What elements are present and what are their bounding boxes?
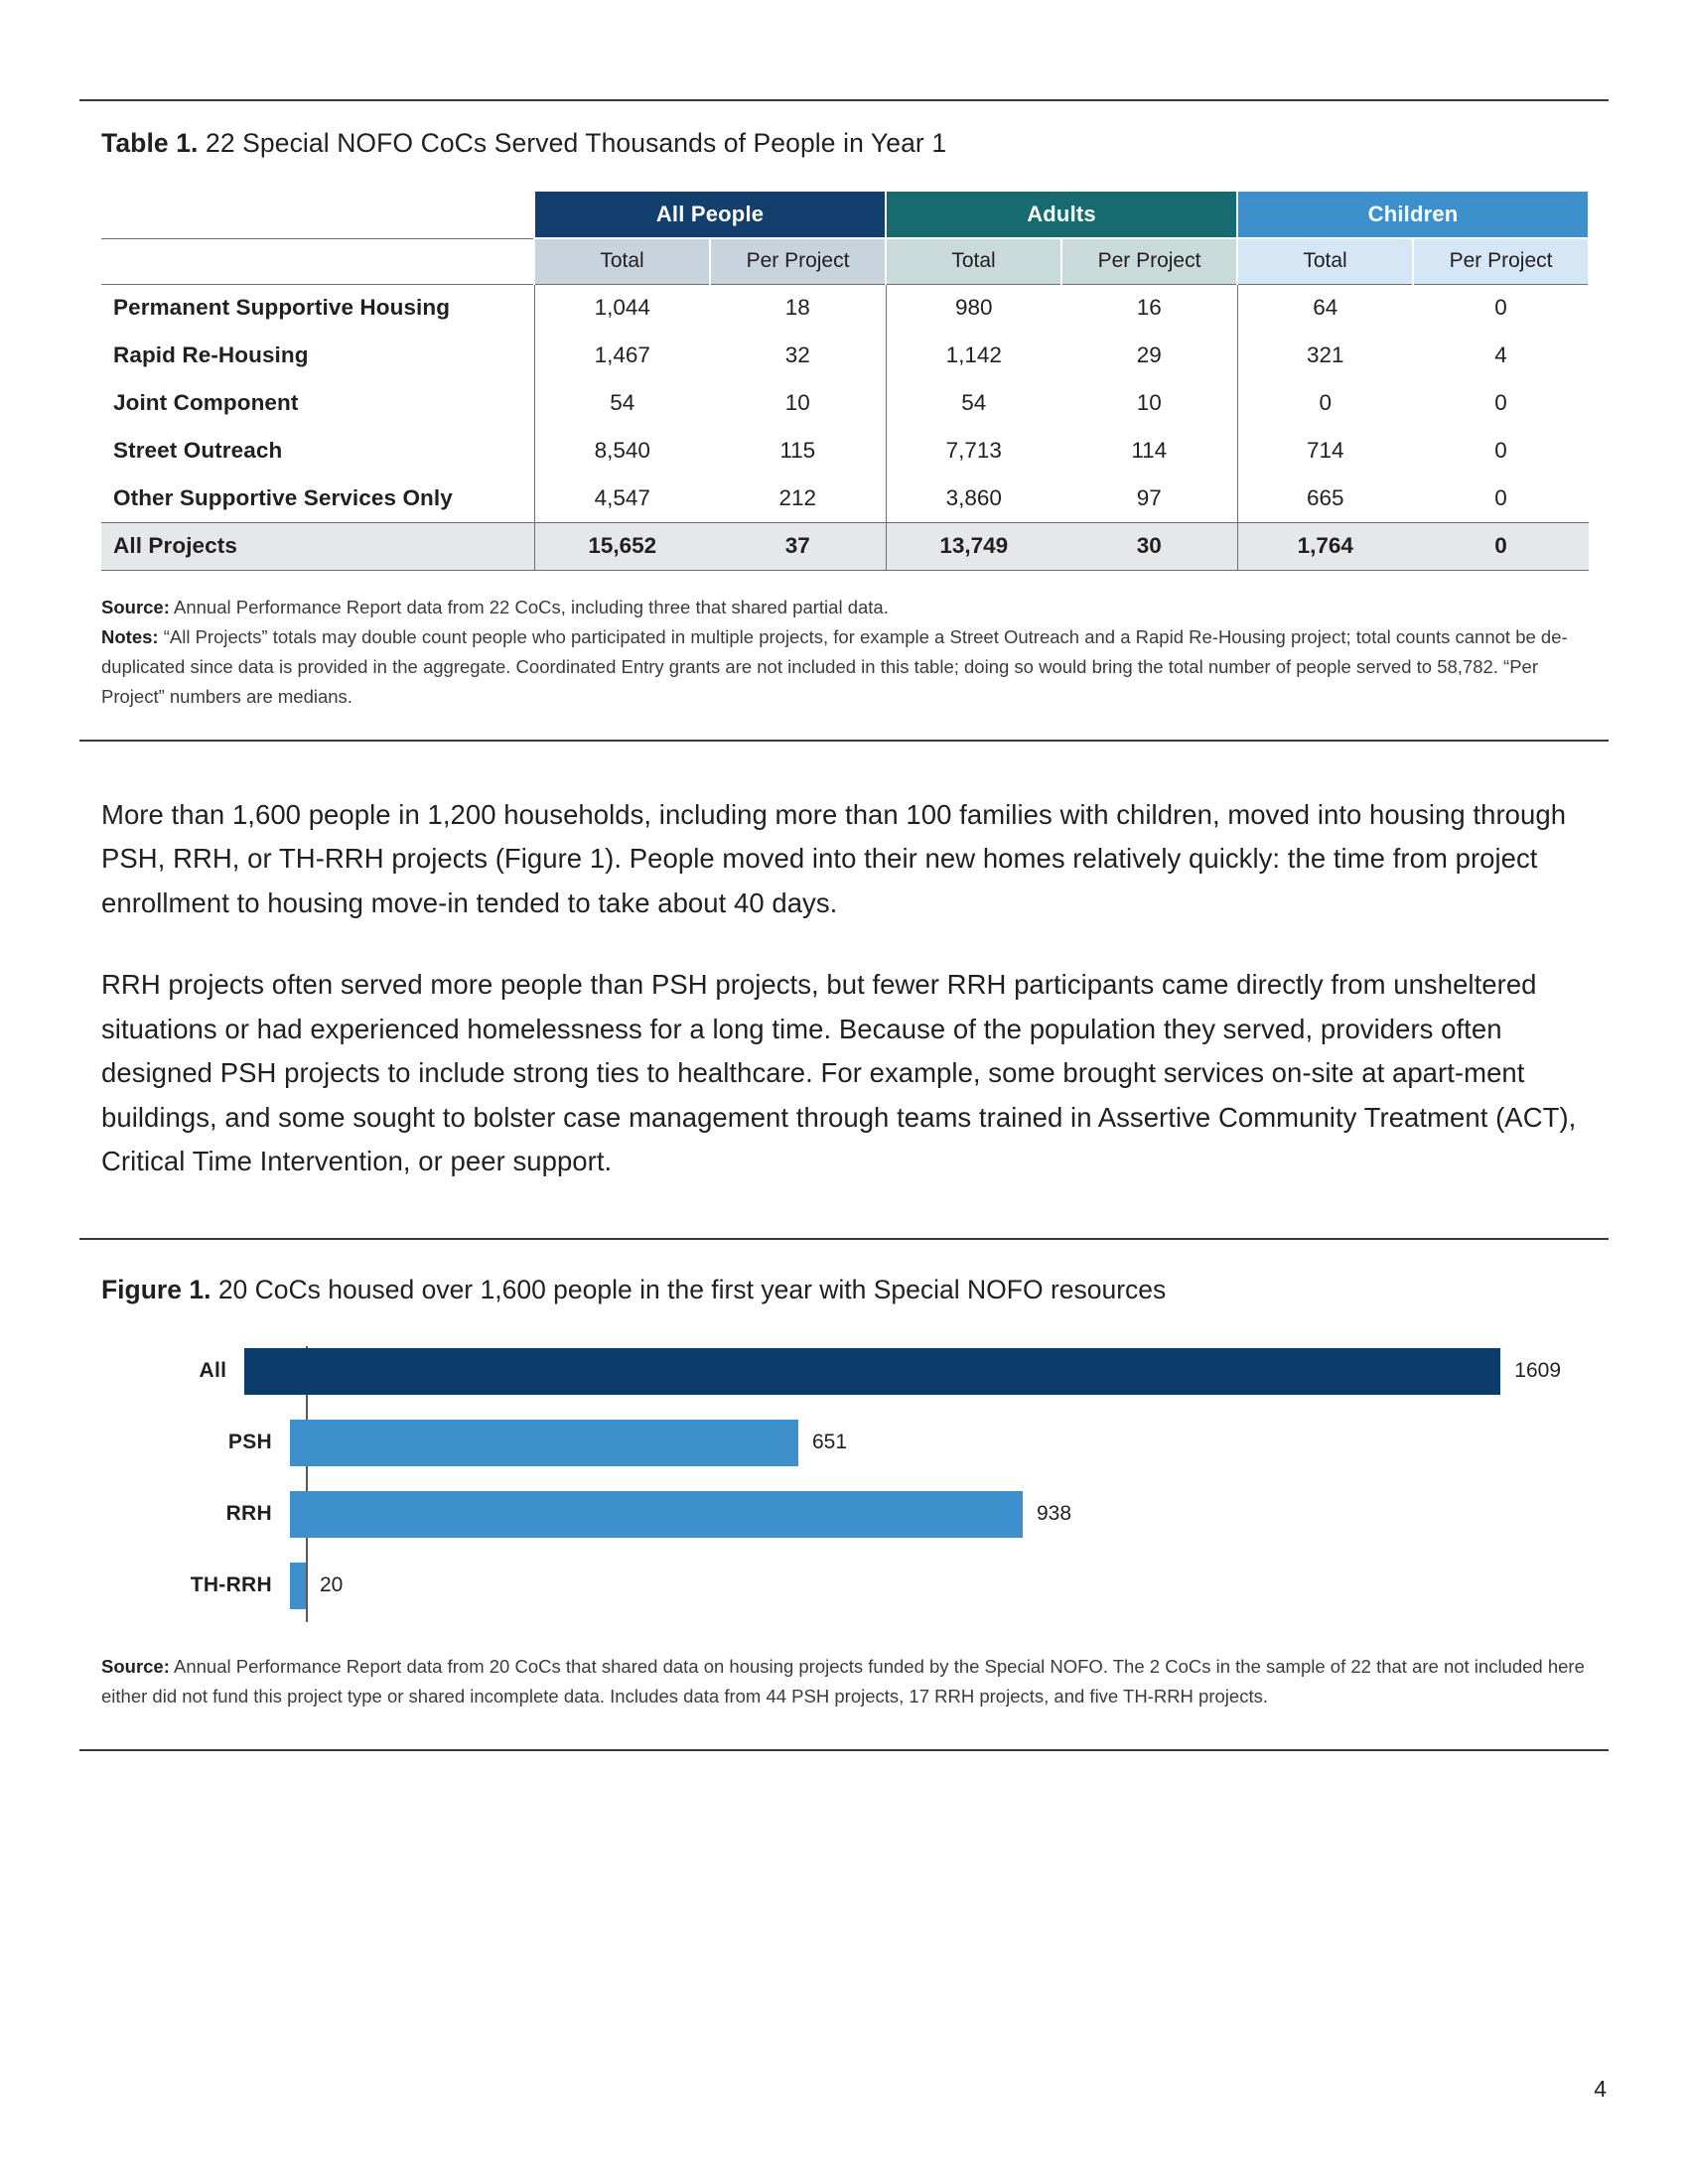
subheader-children-total: Total xyxy=(1237,238,1413,284)
bar-category-label: TH-RRH xyxy=(190,1573,272,1596)
cell-all-per-project: 18 xyxy=(784,295,810,321)
cell-adults-total: 980 xyxy=(886,284,1061,332)
paragraph-two: RRH projects often served more people than PSH projects, but fewer RRH participants came directly from unsheltered situations or had experienced homelessness for a long time. Because of the population they served, providers often designed PSH projects to include strong ties to healthcare. For example, some brought services on-site at apart-ment buildings, and some sought to bolster case management through teams trained in Assertive Community Treatment (ACT), Critical Time Intervention, or peer support. xyxy=(101,969,1577,1177)
page-number: 4 xyxy=(1594,2076,1607,2102)
cell-all-per-project: 32 xyxy=(784,342,810,368)
table-source-label: Source: xyxy=(101,596,170,617)
cell-children-total: 64 xyxy=(1237,284,1413,332)
table-notes-label: Notes: xyxy=(101,625,159,647)
group-header-spacer xyxy=(101,191,534,238)
divider-bottom xyxy=(79,1749,1609,1751)
bar-track xyxy=(244,1340,1561,1402)
cell-adults-per-project: 114 xyxy=(1131,438,1168,464)
chart-bar-row-all xyxy=(101,1340,1561,1402)
row-label: Joint Component xyxy=(101,379,534,427)
chart-bar-row-th-rrh xyxy=(101,1555,1561,1616)
figure-caption-text: 20 CoCs housed over 1,600 people in the first year with Special NOFO resources xyxy=(211,1274,1167,1304)
table-row xyxy=(101,379,1589,427)
chart-bar-row-psh xyxy=(101,1412,1561,1473)
figure-source-label: Source: xyxy=(101,1656,170,1677)
paragraph-one: More than 1,600 people in 1,200 households, including more than 100 families with children, moved into housing through PSH, RRH, or TH-RRH projects (Figure 1). People moved into their new homes relatively quickly: the time from project enrollment to housing move-in tended to take about 40 days. xyxy=(101,798,1567,918)
table-row xyxy=(101,332,1589,379)
cell-all-per-project: 10 xyxy=(784,390,810,416)
cell-children-per-project: 0 xyxy=(1494,390,1507,416)
cell-all-total: 1,044 xyxy=(594,295,650,321)
cell-children-total: 321 xyxy=(1237,332,1413,379)
row-label: Permanent Supportive Housing xyxy=(101,284,534,332)
group-header-adults: Adults xyxy=(886,191,1237,238)
total-all-total: 15,652 xyxy=(534,522,710,570)
divider-before-figure xyxy=(79,1238,1609,1240)
row-label: Rapid Re-Housing xyxy=(101,332,534,379)
bar-th-rrh xyxy=(290,1563,306,1609)
bar-value-all: 1609 xyxy=(1514,1359,1561,1382)
bar-all xyxy=(244,1348,1500,1395)
group-header-all-people: All People xyxy=(534,191,886,238)
bar-rrh xyxy=(290,1491,1023,1538)
cell-adults-per-project: 97 xyxy=(1136,484,1162,510)
total-children-total: 1,764 xyxy=(1237,522,1413,570)
table-row xyxy=(101,427,1589,475)
cell-children-per-project: 0 xyxy=(1494,484,1507,510)
table-notes xyxy=(101,593,1589,712)
group-header-children: Children xyxy=(1237,191,1589,238)
cell-all-total: 8,540 xyxy=(594,438,650,464)
subheader-spacer xyxy=(101,238,534,284)
body-section xyxy=(79,793,1609,1184)
total-adults-total: 13,749 xyxy=(886,522,1061,570)
bar-category-label: PSH xyxy=(227,1431,272,1453)
row-label: Street Outreach xyxy=(101,427,534,475)
figure-caption xyxy=(79,1274,1609,1306)
table-caption-text: 22 Special NOFO CoCs Served Thousands of People in Year 1 xyxy=(198,128,947,158)
cell-children-total: 0 xyxy=(1237,379,1413,427)
total-row-label: All Projects xyxy=(101,522,534,570)
table-row xyxy=(101,475,1589,522)
table-total-row xyxy=(101,522,1589,570)
cell-all-total: 54 xyxy=(610,390,635,416)
subheader-all-per-project: Per Project xyxy=(710,238,886,284)
summary-table xyxy=(101,190,1590,571)
cell-adults-per-project: 16 xyxy=(1136,295,1162,321)
bar-value-psh: 651 xyxy=(812,1431,848,1453)
figure-notes xyxy=(101,1652,1589,1711)
figure-section xyxy=(79,1274,1609,1711)
cell-adults-total: 7,713 xyxy=(886,427,1061,475)
table-section xyxy=(79,101,1609,712)
bar-track xyxy=(290,1412,1561,1473)
chart-bar-row-rrh xyxy=(101,1483,1561,1545)
table-notes-text: “All Projects” totals may double count people who participated in multiple projects, for example a Street Outreach and a Rapid Re-Housing project; total counts cannot be de-duplicated since data is provided in the aggregate. Coordinated Entry grants are not included in this table; doing so would bring the total number of people served to 58,782. “Per Project” numbers are medians. xyxy=(101,625,1568,707)
cell-all-per-project: 115 xyxy=(779,438,816,464)
table-caption-label: Table 1. xyxy=(101,128,199,158)
table-row xyxy=(101,284,1589,332)
subheader-all-total: Total xyxy=(534,238,710,284)
divider-after-table xyxy=(79,740,1609,742)
table-group-header-row xyxy=(101,191,1589,238)
bar-value-rrh: 938 xyxy=(1037,1502,1072,1525)
cell-children-per-project: 4 xyxy=(1494,342,1507,368)
bar-value-th-rrh: 20 xyxy=(320,1573,344,1596)
cell-all-total: 1,467 xyxy=(594,342,650,368)
row-label: Other Supportive Services Only xyxy=(101,475,534,522)
bar-psh xyxy=(290,1420,798,1466)
subheader-adults-per-project: Per Project xyxy=(1061,238,1237,284)
cell-adults-per-project: 29 xyxy=(1136,342,1162,368)
total-children-per-project: 0 xyxy=(1413,522,1589,570)
cell-children-per-project: 0 xyxy=(1494,438,1507,464)
bar-category-label: All xyxy=(199,1359,227,1382)
bar-track xyxy=(290,1555,1561,1616)
cell-all-total: 4,547 xyxy=(594,484,650,510)
bar-chart xyxy=(101,1340,1561,1628)
subheader-children-per-project: Per Project xyxy=(1413,238,1589,284)
table-caption xyxy=(79,127,1609,160)
cell-children-total: 665 xyxy=(1237,475,1413,522)
cell-all-per-project: 212 xyxy=(778,484,817,510)
figure-source-text: Annual Performance Report data from 20 CoCs that shared data on housing projects funded by the Special NOFO. The 2 CoCs in the sample of 22 that are not included here either did not fund this project type or shared incomplete data. Includes data from 44 PSH projects, 17 RRH projects, and five TH-RRH projects. xyxy=(101,1656,1585,1706)
cell-adults-total: 54 xyxy=(886,379,1061,427)
table-subheader-row xyxy=(101,238,1589,284)
cell-children-per-project: 0 xyxy=(1494,295,1507,321)
total-all-per-project: 37 xyxy=(710,522,886,570)
table-notes-line xyxy=(101,622,1589,712)
cell-adults-total: 3,860 xyxy=(886,475,1061,522)
bar-track xyxy=(290,1483,1561,1545)
table-source-line xyxy=(101,593,1589,622)
bar-category-label: RRH xyxy=(225,1502,272,1525)
cell-children-total: 714 xyxy=(1237,427,1413,475)
cell-adults-per-project: 10 xyxy=(1136,390,1162,416)
figure-caption-label: Figure 1. xyxy=(101,1274,211,1304)
subheader-adults-total: Total xyxy=(886,238,1061,284)
table-source-text: Annual Performance Report data from 22 CoCs, including three that shared partial data. xyxy=(169,596,889,617)
cell-adults-total: 1,142 xyxy=(886,332,1061,379)
total-adults-per-project: 30 xyxy=(1061,522,1237,570)
